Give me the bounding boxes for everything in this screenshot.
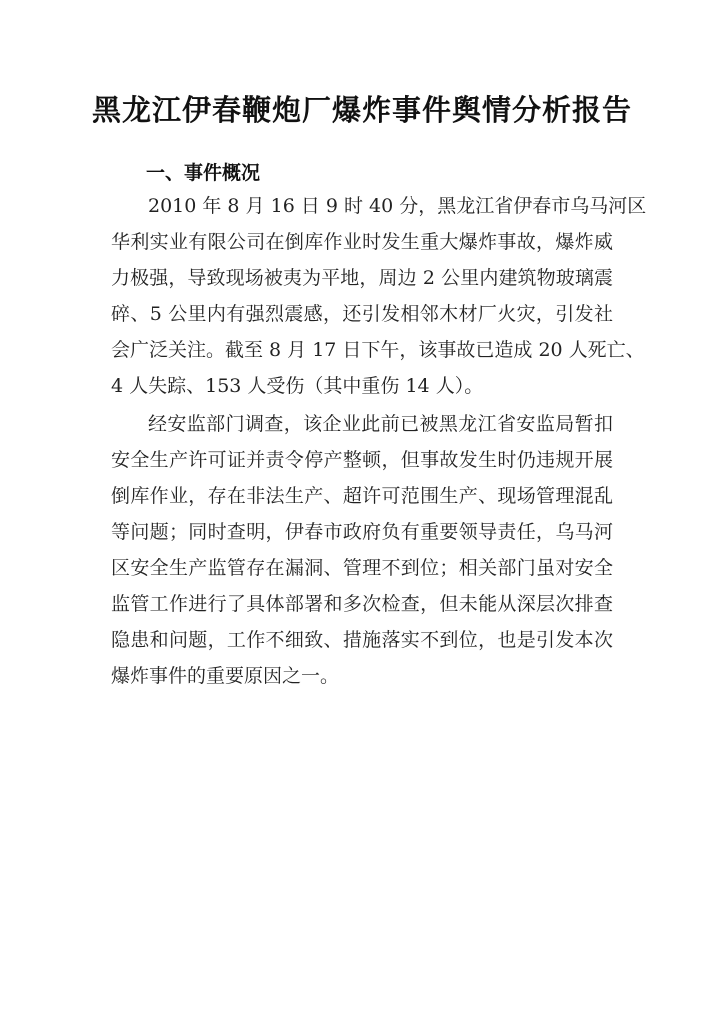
document-title: 黑龙江伊春鞭炮厂爆炸事件舆情分析报告: [91, 93, 632, 127]
section-heading: 一、事件概况: [146, 162, 261, 184]
paragraph-line: 隐患和问题，工作不细致、措施落实不到位，也是引发本次: [111, 629, 613, 651]
paragraph-line: 碎、5 公里内有强烈震感，还引发相邻木材厂火灾，引发社: [111, 303, 613, 325]
paragraph-line: 等问题；同时查明，伊春市政府负有重要领导责任，乌马河: [111, 521, 613, 543]
paragraph-line: 4 人失踪、153 人受伤（其中重伤 14 人）。: [111, 375, 484, 397]
paragraph-line: 2010 年 8 月 16 日 9 时 40 分，黑龙江省伊春市乌马河区: [148, 195, 647, 217]
paragraph-line: 力极强，导致现场被夷为平地，周边 2 公里内建筑物玻璃震: [111, 267, 613, 289]
paragraph-line: 华利实业有限公司在倒库作业时发生重大爆炸事故，爆炸威: [111, 231, 613, 253]
paragraph-line: 倒库作业，存在非法生产、超许可范围生产、现场管理混乱: [111, 485, 613, 507]
paragraph-line: 经安监部门调查，该企业此前已被黑龙江省安监局暂扣: [148, 413, 613, 435]
paragraph-line: 监管工作进行了具体部署和多次检查，但未能从深层次排查: [111, 593, 613, 615]
paragraph-line: 爆炸事件的重要原因之一。: [111, 665, 340, 687]
paragraph-line: 安全生产许可证并责令停产整顿，但事故发生时仍违规开展: [111, 449, 613, 471]
paragraph-line: 会广泛关注。截至 8 月 17 日下午，该事故已造成 20 人死亡、: [111, 339, 645, 361]
paragraph-line: 区安全生产监管存在漏洞、管理不到位；相关部门虽对安全: [111, 557, 613, 579]
